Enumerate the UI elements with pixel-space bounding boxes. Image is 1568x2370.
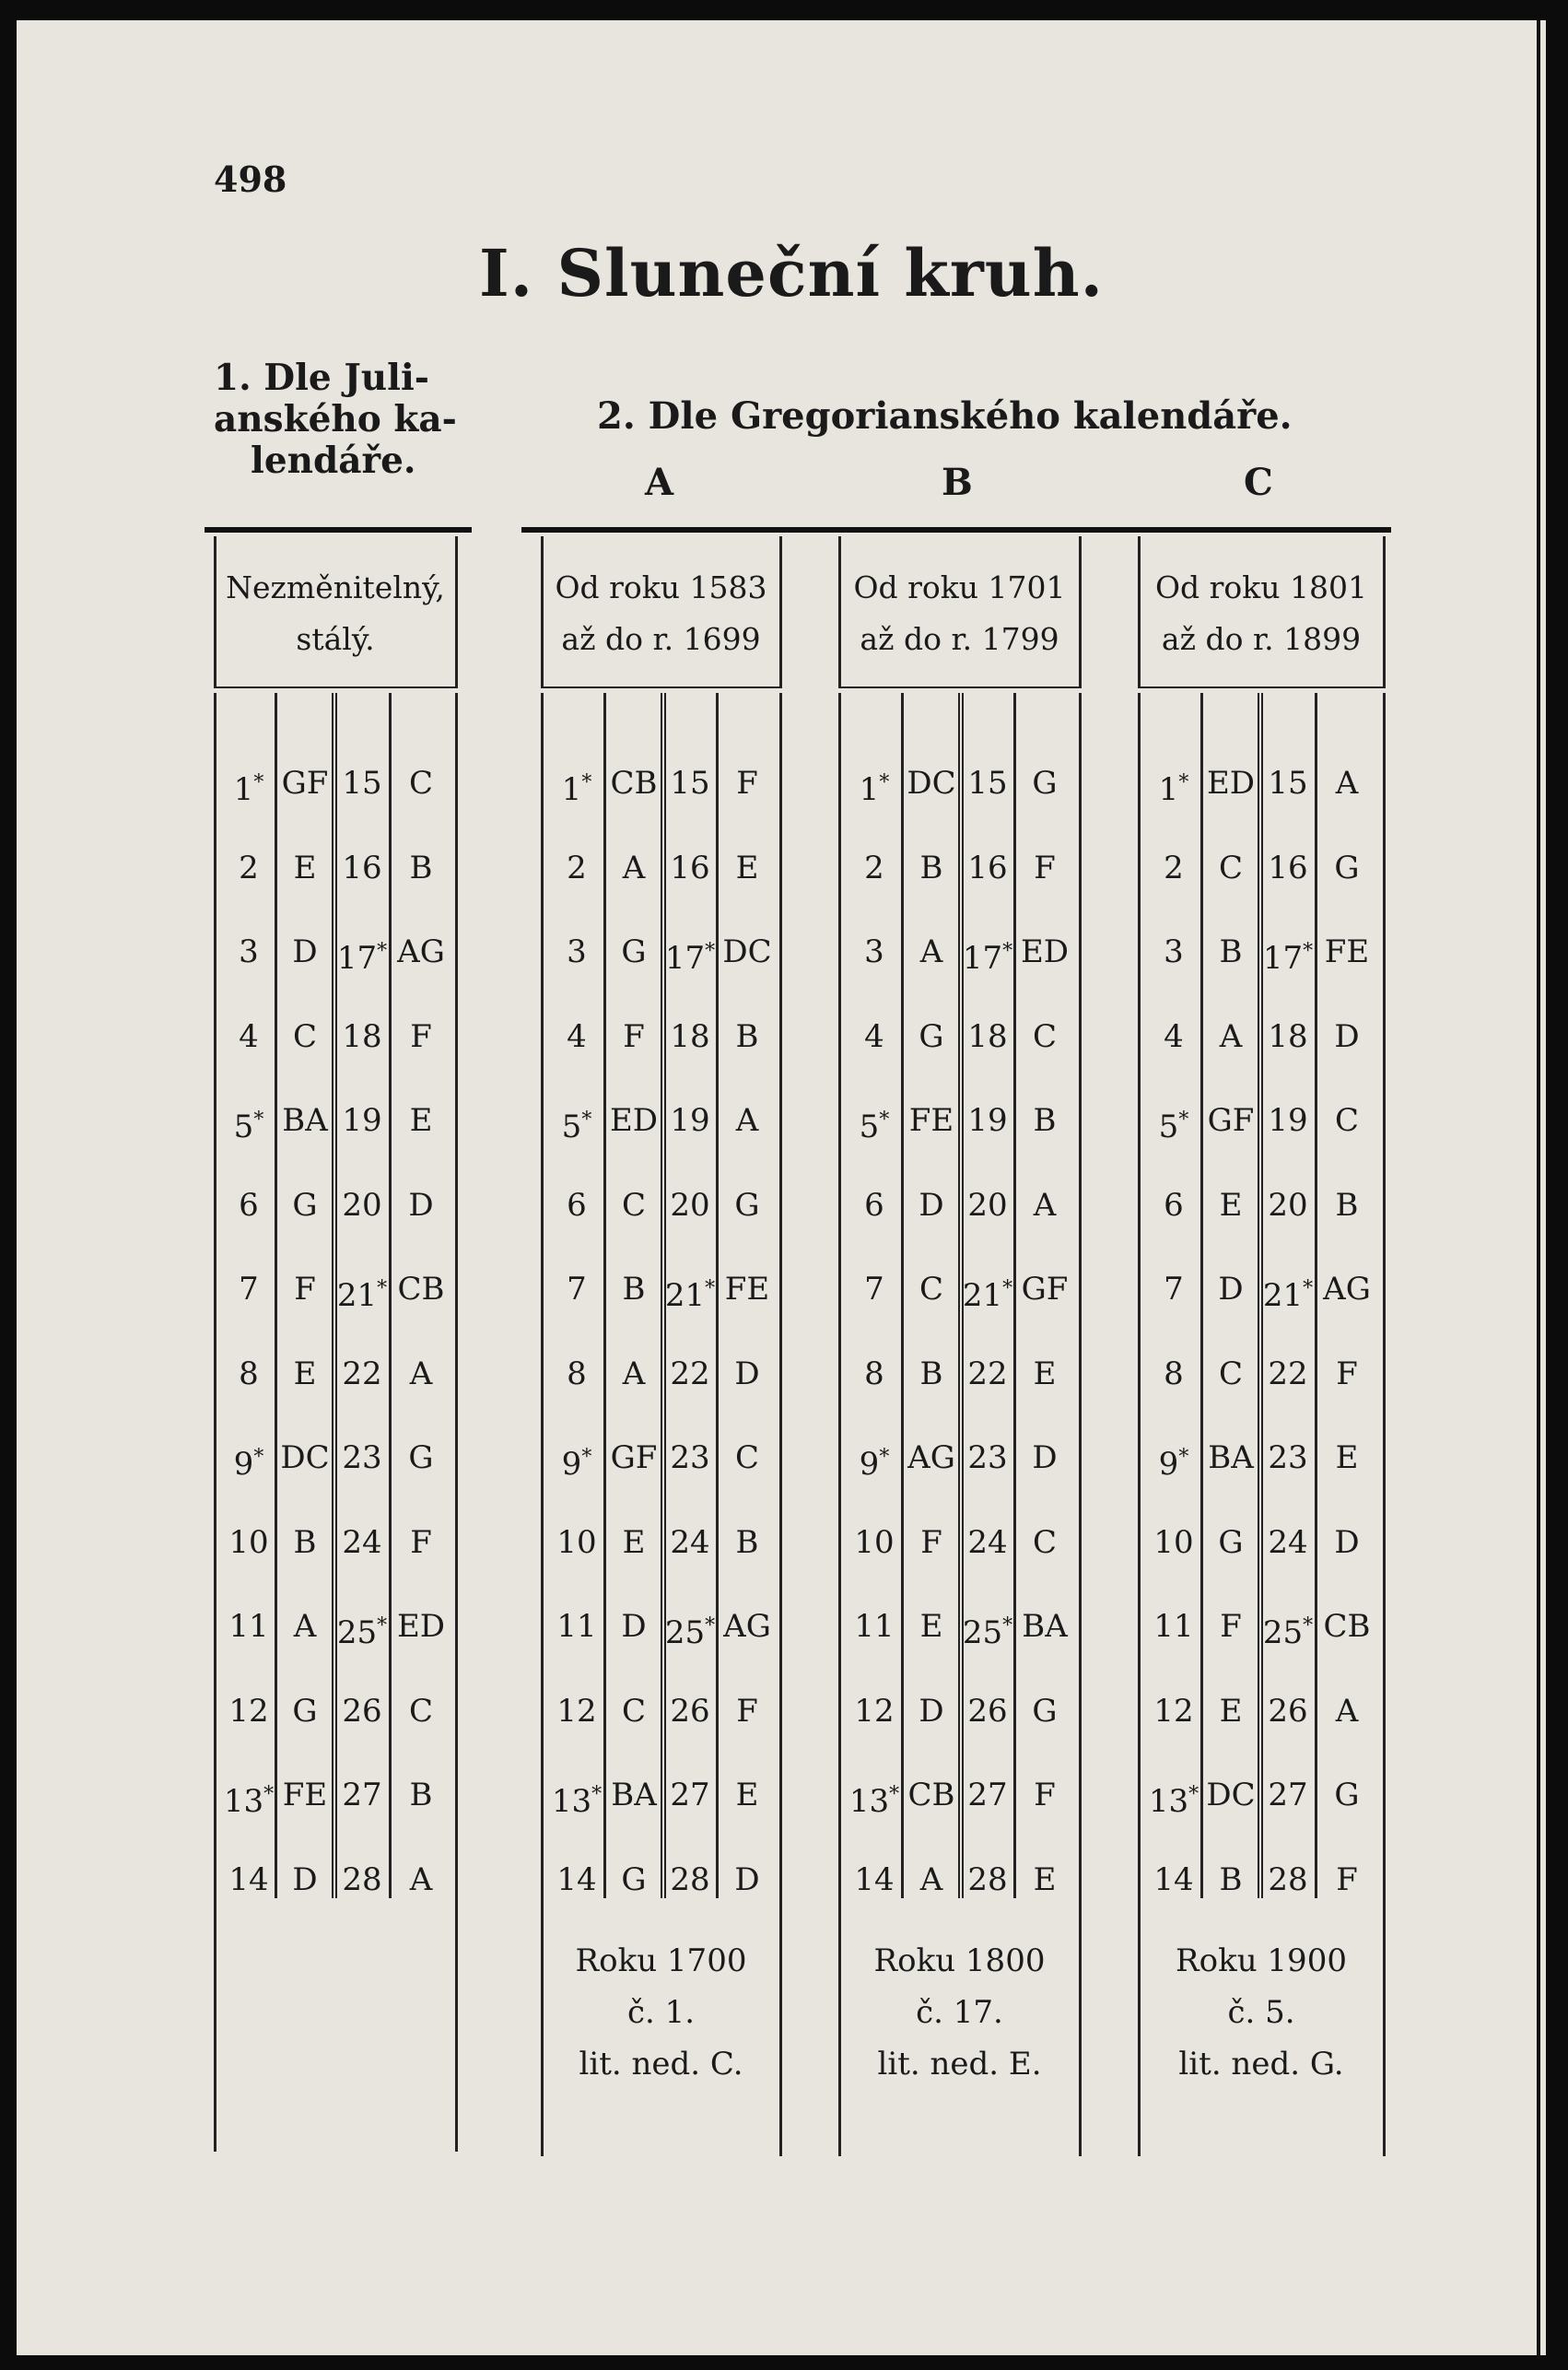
table-cell: 11 — [854, 1608, 895, 1645]
table-cell: F — [294, 1271, 316, 1308]
table-cell: D — [292, 1860, 318, 1898]
table-cell: G — [1032, 765, 1058, 802]
table-cell: 10 — [1153, 1523, 1194, 1561]
table-cell: E — [735, 1777, 759, 1813]
table-cell: G — [408, 1439, 434, 1476]
page-number: 498 — [214, 158, 287, 200]
julian-heading-line: anského ka- — [214, 398, 457, 440]
table-cell: 15 — [1268, 765, 1308, 802]
section-note-line: Roku 1800 — [873, 1942, 1046, 1979]
table-cell: C — [621, 1692, 646, 1730]
table-cell: D — [734, 1355, 760, 1392]
table-right-border — [779, 693, 782, 2156]
table-cell: F — [1034, 849, 1056, 886]
table-cell: 26 — [1268, 1692, 1308, 1730]
table-cell: 2 — [239, 849, 259, 886]
table-cell: 12 — [556, 1692, 597, 1730]
table-cell: 26 — [670, 1692, 710, 1730]
table-cell: AG — [907, 1439, 955, 1476]
table-cell: 27 — [1268, 1777, 1308, 1813]
table-cell: B — [919, 849, 943, 886]
table-cell: 11 — [556, 1608, 597, 1645]
table-cell: 13 * — [846, 1772, 903, 1818]
table-cell: 15 — [342, 765, 382, 802]
table-right-border — [1079, 693, 1082, 2156]
table-cell: GF — [1021, 1271, 1069, 1308]
table-cell: 13 * — [221, 1772, 276, 1818]
table-cell: A — [735, 1102, 759, 1139]
table-cell: D — [919, 1692, 944, 1730]
header-box-left — [214, 536, 216, 688]
table-left-border — [541, 693, 544, 2156]
table-cell: 7 — [1164, 1271, 1184, 1308]
table-cell: 8 — [864, 1355, 884, 1392]
table-cell: G — [734, 1186, 760, 1224]
table-cell: G — [292, 1692, 318, 1730]
table-cell: 17 * — [1259, 929, 1316, 975]
table-cell: ED — [609, 1102, 659, 1139]
table-cell: F — [1220, 1608, 1242, 1645]
table-cell: 23 — [1268, 1439, 1308, 1476]
table-cell: 1 * — [548, 760, 605, 806]
section-header-line: až do r. 1699 — [561, 621, 761, 657]
section-note-line: Roku 1700 — [575, 1942, 747, 1979]
section-header-line: až do r. 1899 — [1161, 621, 1362, 657]
table-cell: F — [1034, 1777, 1056, 1813]
table-cell: 24 — [967, 1523, 1008, 1561]
table-cell: GF — [281, 765, 329, 802]
header-box-bottom — [541, 686, 782, 688]
table-cell: A — [622, 849, 646, 886]
table-cell: 14 — [1153, 1860, 1194, 1898]
table-cell: 1 * — [1145, 760, 1202, 806]
table-cell: ED — [396, 1608, 446, 1645]
table-cell: 23 — [342, 1439, 382, 1476]
table-cell: D — [734, 1860, 760, 1898]
table-cell: 21 * — [333, 1266, 391, 1312]
table-cell: D — [1334, 1017, 1360, 1055]
table-cell: 15 — [670, 765, 710, 802]
section-note-line: č. 17. — [916, 1994, 1003, 2031]
section-note-line: lit. ned. C. — [579, 2046, 743, 2083]
table-cell: B — [293, 1523, 317, 1561]
header-box-left — [838, 536, 841, 688]
header-box-right — [1383, 536, 1386, 688]
table-cell: BA — [282, 1102, 328, 1139]
table-cell: 8 — [1164, 1355, 1184, 1392]
group-letter: B — [942, 461, 973, 504]
table-left-border — [214, 693, 216, 2152]
table-cell: 14 — [556, 1860, 597, 1898]
table-cell: E — [1335, 1439, 1359, 1476]
section-header — [1141, 562, 1381, 665]
table-cell: C — [408, 765, 433, 802]
table-cell: A — [409, 1355, 433, 1392]
page-title: I. Sluneční kruh. — [479, 235, 1104, 311]
table-cell: 25 * — [960, 1603, 1015, 1649]
table-cell: BA — [1208, 1439, 1254, 1476]
table-cell: D — [1218, 1271, 1244, 1308]
table-cell: 5 * — [1145, 1097, 1202, 1144]
table-cell: 16 — [342, 849, 382, 886]
table-cell: D — [408, 1186, 434, 1224]
table-cell: 21 * — [960, 1266, 1015, 1312]
table-cell: 13 * — [548, 1772, 605, 1818]
table-cell: 27 — [342, 1777, 382, 1813]
julian-heading-line: 1. Dle Juli- — [214, 357, 429, 399]
table-cell: 9 * — [221, 1435, 276, 1481]
table-cell: A — [1335, 1692, 1359, 1730]
table-cell: C — [1032, 1523, 1057, 1561]
table-cell: D — [1334, 1523, 1360, 1561]
table-cell: A — [919, 933, 943, 970]
table-cell: AG — [723, 1608, 771, 1645]
table-cell: F — [736, 1692, 758, 1730]
table-cell: F — [410, 1523, 432, 1561]
table-cell: 20 — [1268, 1186, 1308, 1224]
table-cell: 21 * — [1259, 1266, 1316, 1312]
table-cell: C — [734, 1439, 759, 1476]
heading-rule — [521, 527, 1391, 533]
table-cell: 7 — [239, 1271, 259, 1308]
table-right-border — [1383, 693, 1386, 2156]
table-cell: 9 * — [846, 1435, 903, 1481]
table-cell: D — [1032, 1439, 1058, 1476]
table-cell: 1 * — [846, 760, 903, 806]
table-cell: 26 — [342, 1692, 382, 1730]
heading-rule — [205, 527, 472, 533]
table-cell: B — [409, 1777, 433, 1813]
table-cell: E — [1033, 1355, 1057, 1392]
section-note-line: č. 5. — [1227, 1994, 1295, 2031]
table-cell: DC — [1206, 1777, 1256, 1813]
table-cell: D — [292, 933, 318, 970]
table-cell: CB — [610, 765, 658, 802]
table-cell: C — [919, 1271, 943, 1308]
table-cell: 6 — [239, 1186, 259, 1224]
table-cell: 18 — [342, 1017, 382, 1055]
group-letter: A — [645, 461, 674, 504]
table-cell: 14 — [228, 1860, 269, 1898]
section-header-line: stálý. — [296, 621, 375, 657]
table-cell: GF — [610, 1439, 658, 1476]
table-left-border — [1138, 693, 1141, 2156]
table-cell: G — [621, 1860, 647, 1898]
table-cell: 12 — [854, 1692, 895, 1730]
table-cell: A — [293, 1608, 317, 1645]
table-cell: 23 — [967, 1439, 1008, 1476]
table-cell: 10 — [556, 1523, 597, 1561]
table-cell: B — [622, 1271, 646, 1308]
table-cell: 1 * — [221, 760, 276, 806]
table-cell: 21 * — [662, 1266, 718, 1312]
table-cell: 25 * — [333, 1603, 391, 1649]
section-note — [1141, 1935, 1381, 2090]
table-cell: B — [735, 1523, 759, 1561]
table-cell: 22 — [1268, 1355, 1308, 1392]
table-cell: 3 — [864, 933, 884, 970]
header-box-bottom — [214, 686, 458, 688]
table-cell: 9 * — [548, 1435, 605, 1481]
table-cell: 28 — [342, 1860, 382, 1898]
table-cell: F — [410, 1017, 432, 1055]
table-cell: 5 * — [221, 1097, 276, 1144]
table-cell: F — [920, 1523, 942, 1561]
table-cell: F — [1336, 1355, 1358, 1392]
table-cell: 2 — [567, 849, 587, 886]
table-cell: 13 * — [1145, 1772, 1202, 1818]
section-note-line: lit. ned. E. — [877, 2046, 1042, 2083]
section-header — [544, 562, 778, 665]
table-cell: 26 — [967, 1692, 1008, 1730]
table-cell: 6 — [567, 1186, 587, 1224]
table-cell: CB — [907, 1777, 955, 1813]
table-cell: FE — [1324, 933, 1370, 970]
table-cell: 19 — [1268, 1102, 1308, 1139]
section-header-line: Od roku 1801 — [1154, 569, 1368, 605]
table-cell: 12 — [228, 1692, 269, 1730]
table-left-border — [838, 693, 841, 2156]
header-box-right — [779, 536, 782, 688]
table-cell: E — [293, 1355, 317, 1392]
table-cell: 10 — [228, 1523, 269, 1561]
table-cell: A — [919, 1860, 943, 1898]
table-cell: D — [919, 1186, 944, 1224]
table-cell: G — [1334, 849, 1360, 886]
table-cell: B — [735, 1017, 759, 1055]
table-cell: 4 — [567, 1017, 587, 1055]
table-cell: F — [1336, 1860, 1358, 1898]
table-cell: D — [621, 1608, 647, 1645]
table-cell: 7 — [864, 1271, 884, 1308]
table-cell: 19 — [967, 1102, 1008, 1139]
table-cell: B — [409, 849, 433, 886]
table-cell: 7 — [567, 1271, 587, 1308]
table-cell: 16 — [967, 849, 1008, 886]
table-cell: C — [1218, 849, 1243, 886]
table-cell: 28 — [670, 1860, 710, 1898]
table-cell: 2 — [864, 849, 884, 886]
table-cell: A — [409, 1860, 433, 1898]
table-cell: BA — [1022, 1608, 1068, 1645]
section-header-line: až do r. 1799 — [860, 621, 1059, 657]
table-cell: 2 — [1164, 849, 1184, 886]
table-cell: 24 — [1268, 1523, 1308, 1561]
table-cell: AG — [397, 933, 445, 970]
table-cell: ED — [1206, 765, 1256, 802]
section-note-line: lit. ned. G. — [1178, 2046, 1344, 2083]
table-cell: 18 — [967, 1017, 1008, 1055]
table-cell: A — [1033, 1186, 1057, 1224]
table-cell: 4 — [864, 1017, 884, 1055]
table-cell: 4 — [239, 1017, 259, 1055]
header-box-bottom — [838, 686, 1082, 688]
table-cell: 22 — [670, 1355, 710, 1392]
table-cell: E — [1219, 1186, 1243, 1224]
table-cell: 14 — [854, 1860, 895, 1898]
table-cell: 20 — [342, 1186, 382, 1224]
table-cell: C — [292, 1017, 317, 1055]
table-cell: E — [919, 1608, 943, 1645]
table-cell: C — [408, 1692, 433, 1730]
table-cell: G — [1218, 1523, 1244, 1561]
table-cell: 28 — [967, 1860, 1008, 1898]
section-header-line: Od roku 1583 — [555, 569, 767, 605]
section-header — [842, 562, 1077, 665]
table-cell: 19 — [670, 1102, 710, 1139]
table-cell: E — [293, 849, 317, 886]
table-cell: E — [622, 1523, 646, 1561]
table-cell: 3 — [239, 933, 259, 970]
header-box-right — [455, 536, 458, 688]
julian-heading — [214, 358, 457, 482]
table-cell: E — [409, 1102, 433, 1139]
table-cell: F — [736, 765, 758, 802]
table-cell: G — [292, 1186, 318, 1224]
header-box-left — [1138, 536, 1141, 688]
table-cell: GF — [1207, 1102, 1255, 1139]
table-cell: 19 — [342, 1102, 382, 1139]
table-cell: 25 * — [662, 1603, 718, 1649]
table-cell: 18 — [670, 1017, 710, 1055]
section-header-line: Od roku 1701 — [853, 569, 1066, 605]
table-cell: CB — [1323, 1608, 1371, 1645]
header-box-left — [541, 536, 544, 688]
group-letter: C — [1244, 461, 1273, 504]
table-cell: ED — [1020, 933, 1070, 970]
table-cell: 20 — [670, 1186, 710, 1224]
table-cell: E — [735, 849, 759, 886]
table-cell: A — [622, 1355, 646, 1392]
table-cell: FE — [908, 1102, 954, 1139]
table-cell: G — [621, 933, 647, 970]
gregorian-heading: 2. Dle Gregorianského kalendáře. — [597, 394, 1293, 438]
header-box-right — [1079, 536, 1082, 688]
table-cell: B — [1033, 1102, 1057, 1139]
table-cell: E — [1219, 1692, 1243, 1730]
table-right-border — [455, 693, 458, 2152]
table-cell: B — [1219, 1860, 1243, 1898]
table-cell: B — [1335, 1186, 1359, 1224]
table-cell: 12 — [1153, 1692, 1194, 1730]
table-cell: 3 — [1164, 933, 1184, 970]
table-cell: G — [1334, 1777, 1360, 1813]
table-cell: 22 — [967, 1355, 1008, 1392]
table-cell: 11 — [1153, 1608, 1194, 1645]
table-cell: 18 — [1268, 1017, 1308, 1055]
table-cell: 16 — [1268, 849, 1308, 886]
table-cell: C — [1334, 1102, 1359, 1139]
table-cell: C — [621, 1186, 646, 1224]
table-cell: FE — [724, 1271, 770, 1308]
table-cell: 23 — [670, 1439, 710, 1476]
table-cell: 16 — [670, 849, 710, 886]
table-cell: DC — [722, 933, 772, 970]
section-note-line: č. 1. — [626, 1994, 696, 2031]
table-cell: B — [1219, 933, 1243, 970]
table-cell: 20 — [967, 1186, 1008, 1224]
table-cell: BA — [611, 1777, 657, 1813]
table-cell: DC — [280, 1439, 330, 1476]
table-cell: B — [919, 1355, 943, 1392]
table-cell: 5 * — [846, 1097, 903, 1144]
table-cell: 22 — [342, 1355, 382, 1392]
julian-heading-line: lendáře. — [251, 440, 416, 482]
binding-edge — [1537, 18, 1540, 2359]
table-cell: 27 — [670, 1777, 710, 1813]
table-cell: 3 — [567, 933, 587, 970]
section-header-line: Nezměnitelný, — [226, 569, 445, 605]
table-cell: 6 — [1164, 1186, 1184, 1224]
section-note — [842, 1935, 1077, 2090]
table-cell: 9 * — [1145, 1435, 1202, 1481]
table-cell: AG — [1323, 1271, 1371, 1308]
table-cell: 28 — [1268, 1860, 1308, 1898]
table-cell: A — [1335, 765, 1359, 802]
table-cell: G — [1032, 1692, 1058, 1730]
table-cell: CB — [397, 1271, 445, 1308]
table-cell: 8 — [239, 1355, 259, 1392]
table-cell: 8 — [567, 1355, 587, 1392]
table-cell: 11 — [228, 1608, 269, 1645]
section-note-line: Roku 1900 — [1176, 1942, 1347, 1979]
table-cell: C — [1218, 1355, 1243, 1392]
section-header — [217, 562, 453, 665]
table-cell: 24 — [342, 1523, 382, 1561]
table-cell: 27 — [967, 1777, 1008, 1813]
table-cell: 17 * — [662, 929, 718, 975]
table-cell: 25 * — [1259, 1603, 1316, 1649]
table-cell: F — [623, 1017, 645, 1055]
table-cell: 4 — [1164, 1017, 1184, 1055]
table-cell: A — [1219, 1017, 1243, 1055]
table-cell: G — [919, 1017, 944, 1055]
table-cell: 6 — [864, 1186, 884, 1224]
section-note — [544, 1935, 778, 2090]
table-cell: 5 * — [548, 1097, 605, 1144]
table-cell: C — [1032, 1017, 1057, 1055]
table-cell: 17 * — [333, 929, 391, 975]
table-cell: DC — [907, 765, 956, 802]
table-cell: E — [1033, 1860, 1057, 1898]
header-box-bottom — [1138, 686, 1386, 688]
table-cell: 17 * — [960, 929, 1015, 975]
table-cell: 15 — [967, 765, 1008, 802]
table-cell: FE — [282, 1777, 328, 1813]
table-cell: 10 — [854, 1523, 895, 1561]
table-cell: 24 — [670, 1523, 710, 1561]
